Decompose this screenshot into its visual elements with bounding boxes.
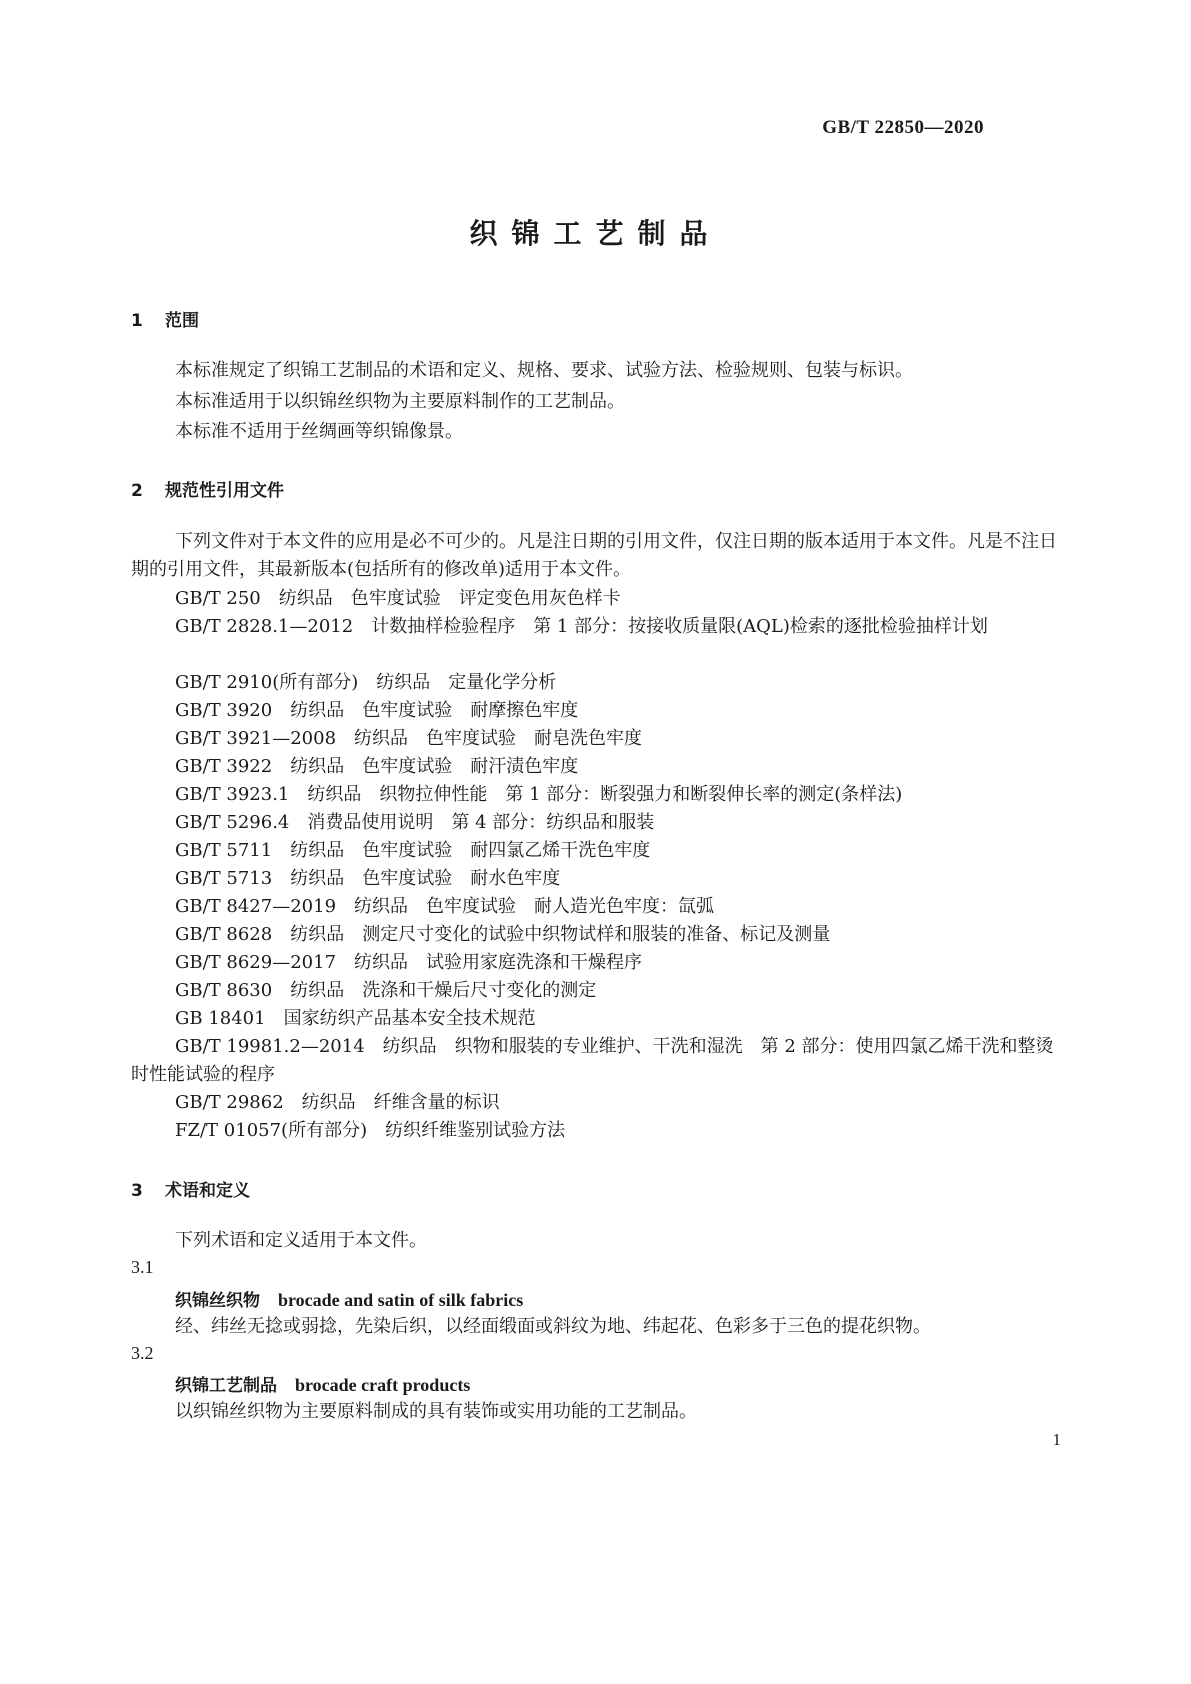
reference-title: 纺织品 色牢度试验 耐汗渍色牢度 [290,756,579,777]
reference-code: GB/T 8629—2017 [175,952,337,973]
term-heading [175,1371,470,1396]
reference-title: 纺织品 测定尺寸变化的试验中织物试样和服装的准备、标记及测量 [290,924,831,945]
paragraph: 本标准适用于以织锦丝织物为主要原料制作的工艺制品。 [175,391,625,412]
reference-item [175,781,1057,809]
reference-item [175,1089,1057,1117]
reference-title: 纺织纤维鉴别试验方法 [385,1120,566,1141]
document-title: 织锦工艺制品 [469,217,722,250]
reference-item [131,613,1057,641]
reference-code: GB/T 3922 [175,756,273,777]
reference-title: 计数抽样检验程序 第 1 部分：按接收质量限(AQL)检索的逐批检验抽样计划 [371,616,988,637]
reference-code: GB/T 3923.1 [175,784,290,805]
paragraph: 本标准规定了织锦工艺制品的术语和定义、规格、要求、试验方法、检验规则、包装与标识。 [175,360,913,381]
reference-title: 国家纺织产品基本安全技术规范 [283,1008,536,1029]
term-zh: 织锦工艺制品 [175,1376,277,1396]
section-title: 规范性引用文件 [165,481,284,501]
reference-title: 纺织品 洗涤和干燥后尺寸变化的测定 [290,980,597,1001]
reference-code: GB/T 8427—2019 [175,896,337,917]
reference-item [175,669,1057,697]
reference-item [175,977,1057,1005]
paragraph: 本标准不适用于丝绸画等织锦像景。 [175,421,463,442]
reference-code: GB/T 5296.4 [175,812,290,833]
reference-code: GB/T 3920 [175,700,273,721]
reference-item [175,809,1057,837]
section-3-heading [131,1176,250,1201]
reference-title: 纺织品 试验用家庭洗涤和干燥程序 [354,952,643,973]
reference-code: GB/T 8628 [175,924,273,945]
reference-item [175,893,1057,921]
reference-code: GB/T 19981.2—2014 [175,1036,365,1057]
standard-number: GB/T 22850—2020 [822,117,984,138]
reference-item [131,1033,1057,1089]
paragraph: 下列文件对于本文件的应用是必不可少的。凡是注日期的引用文件，仅注日期的版本适用于本文件。凡是不注日期的引用文件，其最新版本(包括所有的修改单)适用于本文件。 [131,531,1057,580]
term-zh: 织锦丝织物 [175,1291,260,1311]
section-title: 术语和定义 [165,1181,250,1201]
reference-item [175,949,1057,977]
reference-item [175,865,1057,893]
reference-title: 纺织品 色牢度试验 耐摩擦色牢度 [290,700,579,721]
term-number: 3.1 [131,1257,154,1277]
term-definition: 经、纬丝无捻或弱捻，先染后织，以经面缎面或斜纹为地、纬起花、色彩多于三色的提花织物。 [175,1316,931,1337]
reference-item [175,837,1057,865]
reference-item [175,1005,1057,1033]
section-number: 3 [131,1181,143,1201]
section-number: 2 [131,481,143,501]
reference-title: 消费品使用说明 第 4 部分：纺织品和服装 [307,812,655,833]
reference-item [175,753,1057,781]
reference-title: 纺织品 色牢度试验 评定变色用灰色样卡 [278,588,621,609]
reference-title: 纺织品 色牢度试验 耐四氯乙烯干洗色牢度 [290,840,651,861]
term-en: brocade and satin of silk fabrics [278,1290,524,1310]
reference-item [175,921,1057,949]
reference-code: GB/T 29862 [175,1092,284,1113]
reference-item [175,1117,1057,1145]
reference-code: GB/T 8630 [175,980,273,1001]
reference-item [175,585,1057,613]
reference-title: 纺织品 色牢度试验 耐皂洗色牢度 [354,728,643,749]
reference-title: 纺织品 织物拉伸性能 第 1 部分：断裂强力和断裂伸长率的测定(条样法) [307,784,903,805]
section-title: 范围 [165,311,199,331]
term-heading [175,1286,523,1311]
reference-code: FZ/T 01057(所有部分) [175,1120,368,1141]
reference-title: 纺织品 纤维含量的标识 [301,1092,500,1113]
reference-title: 纺织品 色牢度试验 耐水色牢度 [290,868,561,889]
term-en: brocade craft products [295,1375,471,1395]
reference-item [175,725,1057,753]
reference-title: 纺织品 织物和服装的专业维护、干洗和湿洗 第 2 部分：使用四氯乙烯干洗和整烫时性能试验的程序 [131,1036,1054,1085]
section-2-heading [131,476,284,501]
page-number: 1 [1052,1430,1061,1449]
reference-title: 纺织品 色牢度试验 耐人造光色牢度：氙弧 [354,896,715,917]
reference-code: GB/T 5713 [175,868,273,889]
paragraph: 下列术语和定义适用于本文件。 [175,1230,427,1251]
reference-code: GB/T 250 [175,588,261,609]
reference-code: GB/T 2910(所有部分) [175,672,359,693]
term-number: 3.2 [131,1343,154,1363]
reference-code: GB/T 3921—2008 [175,728,337,749]
reference-title: 纺织品 定量化学分析 [376,672,557,693]
reference-code: GB 18401 [175,1008,266,1029]
reference-code: GB/T 2828.1—2012 [175,616,354,637]
section-1-heading [131,306,199,331]
section-number: 1 [131,311,143,331]
term-definition: 以织锦丝织物为主要原料制成的具有装饰或实用功能的工艺制品。 [175,1401,697,1422]
reference-code: GB/T 5711 [175,840,273,861]
reference-item [175,697,1057,725]
